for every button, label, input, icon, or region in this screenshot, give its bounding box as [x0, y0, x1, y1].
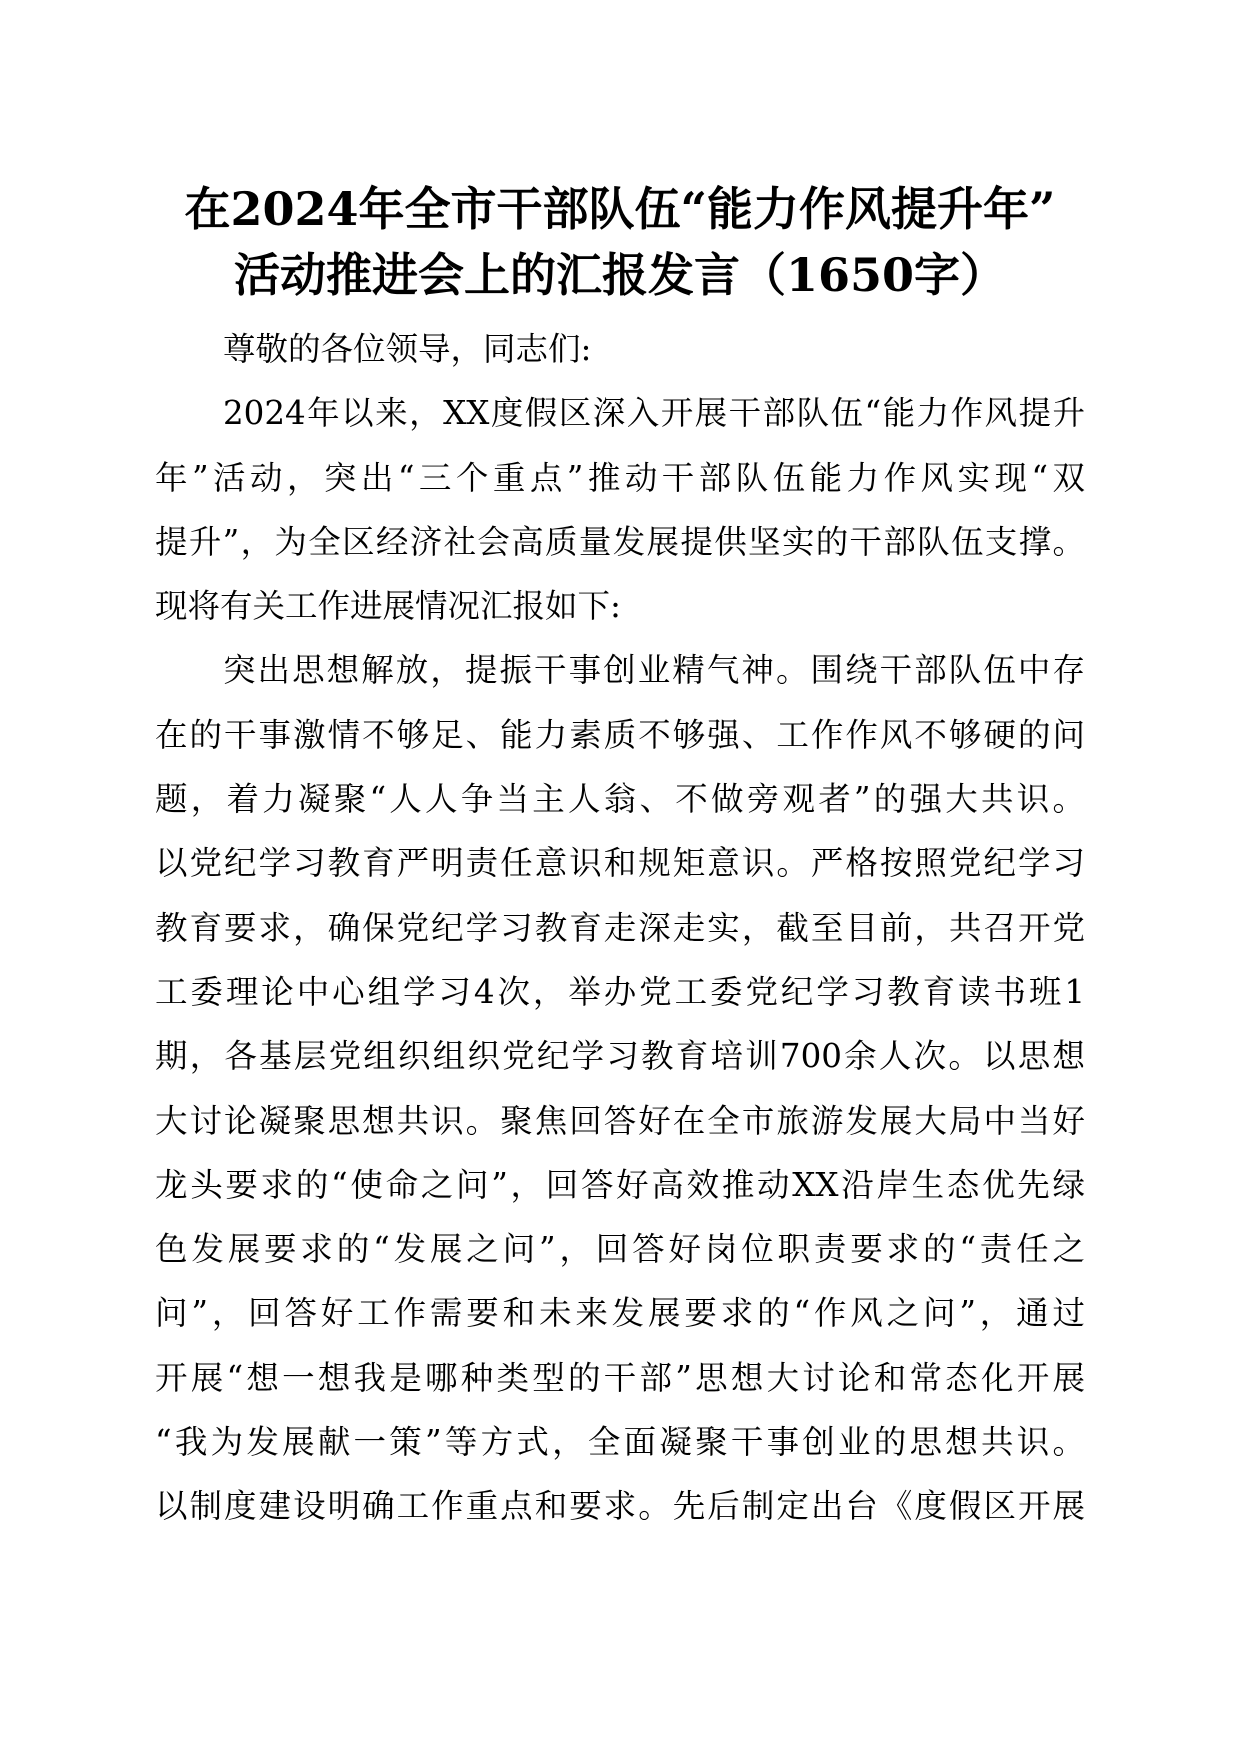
body-line: 色发展要求的“发展之问”，回答好岗位职责要求的“责任之 — [155, 1230, 1085, 1269]
body-line: 工委理论中心组学习4次，举办党工委党纪学习教育读书班1 — [155, 972, 1085, 1011]
body-line: 大讨论凝聚思想共识。聚焦回答好在全市旅游发展大局中当好 — [155, 1101, 1085, 1140]
body-line: “我为发展献一策”等方式，全面凝聚干事创业的思想共识。 — [155, 1423, 1085, 1462]
body-line: 以制度建设明确工作重点和要求。先后制定出台《度假区开展 — [155, 1487, 1085, 1526]
document-title-line-1: 在2024年全市干部队伍“能力作风提升年” — [184, 182, 1056, 236]
body-line: 问”，回答好工作需要和未来发展要求的“作风之问”，通过 — [155, 1294, 1085, 1333]
body-line: 提升”，为全区经济社会高质量发展提供坚实的干部队伍支撑。 — [155, 522, 1085, 561]
body-line: 开展“想一想我是哪种类型的干部”思想大讨论和常态化开展 — [155, 1358, 1085, 1397]
body-line: 年”活动，突出“三个重点”推动干部队伍能力作风实现“双 — [155, 458, 1085, 497]
body-line: 以党纪学习教育严明责任意识和规矩意识。严格按照党纪学习 — [155, 844, 1085, 883]
body-line: 在的干事激情不够足、能力素质不够强、工作作风不够硬的问 — [155, 715, 1085, 754]
body-line: 龙头要求的“使命之问”，回答好高效推动XX沿岸生态优先绿 — [155, 1165, 1085, 1204]
body-line: 突出思想解放，提振干事创业精气神。围绕干部队伍中存 — [223, 651, 1085, 690]
body-line: 尊敬的各位领导，同志们: — [223, 330, 592, 368]
body-line: 教育要求，确保党纪学习教育走深走实，截至目前，共召开党 — [155, 908, 1085, 947]
body-line: 现将有关工作进展情况汇报如下: — [155, 587, 621, 626]
body-line: 2024年以来，XX度假区深入开展干部队伍“能力作风提升 — [223, 394, 1085, 433]
body-line: 期，各基层党组织组织党纪学习教育培训700余人次。以思想 — [155, 1037, 1085, 1076]
document-body — [155, 317, 1085, 1539]
document-title-line-2: 活动推进会上的汇报发言（1650字） — [233, 248, 1007, 302]
body-line: 题，着力凝聚“人人争当主人翁、不做旁观者”的强大共识。 — [155, 780, 1085, 819]
